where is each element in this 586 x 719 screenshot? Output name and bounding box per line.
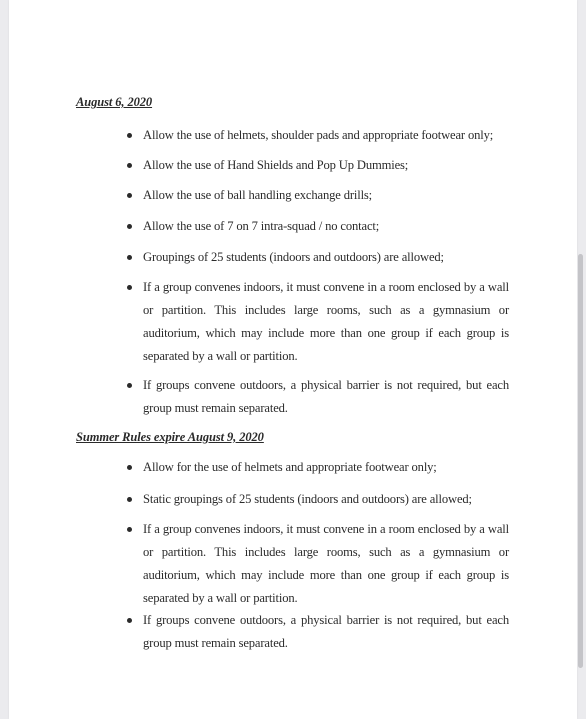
list-item — [143, 124, 509, 147]
bullet-icon — [127, 133, 132, 138]
bullet-icon — [127, 527, 132, 532]
list-item — [143, 276, 509, 368]
list-item-text: Allow the use of Hand Shields and Pop Up Dummies; — [143, 158, 409, 172]
list-item — [143, 609, 509, 655]
bullet-icon — [127, 255, 132, 260]
bullet-icon — [127, 383, 132, 388]
bullet-icon — [127, 193, 132, 198]
list-item — [143, 518, 509, 610]
vertical-scrollbar[interactable] — [578, 254, 583, 668]
list-item — [143, 374, 509, 420]
bullet-icon — [127, 285, 132, 290]
list-item-text: Allow the use of ball handling exchange drills; — [143, 188, 373, 202]
list-item-text: If a group convenes indoors, it must convene in a room enclosed by a wall or partition. This includes large rooms, such as a gymnasium or auditorium, which may include more than one group if each group is separated by a wall or partition. — [143, 522, 509, 605]
bullet-icon — [127, 497, 132, 502]
bullet-icon — [127, 163, 132, 168]
section-heading-august-6: August 6, 2020 — [76, 95, 153, 109]
list-item-text: If a group convenes indoors, it must convene in a room enclosed by a wall or partition. This includes large rooms, such as a gymnasium or auditorium, which may include more than one group if each group is separated by a wall or partition. — [143, 280, 509, 363]
bullet-icon — [127, 465, 132, 470]
list-item — [143, 488, 509, 511]
list-item-text: Static groupings of 25 students (indoors and outdoors) are allowed; — [143, 492, 472, 506]
bullet-icon — [127, 618, 132, 623]
list-item — [143, 246, 509, 269]
list-item-text: Allow the use of helmets, shoulder pads and appropriate footwear only; — [143, 128, 494, 142]
list-item-text: Groupings of 25 students (indoors and outdoors) are allowed; — [143, 250, 444, 264]
list-item — [143, 456, 509, 479]
list-item — [143, 154, 509, 177]
list-item-text: Allow the use of 7 on 7 intra-squad / no contact; — [143, 219, 380, 233]
list-item-text: If groups convene outdoors, a physical barrier is not required, but each group must remain separated. — [143, 613, 509, 650]
list-item-text: If groups convene outdoors, a physical barrier is not required, but each group must remain separated. — [143, 378, 509, 415]
list-item — [143, 184, 509, 207]
list-item — [143, 215, 509, 238]
section-heading-summer-rules: Summer Rules expire August 9, 2020 — [76, 430, 264, 444]
list-item-text: Allow for the use of helmets and appropriate footwear only; — [143, 460, 437, 474]
bullet-icon — [127, 224, 132, 229]
